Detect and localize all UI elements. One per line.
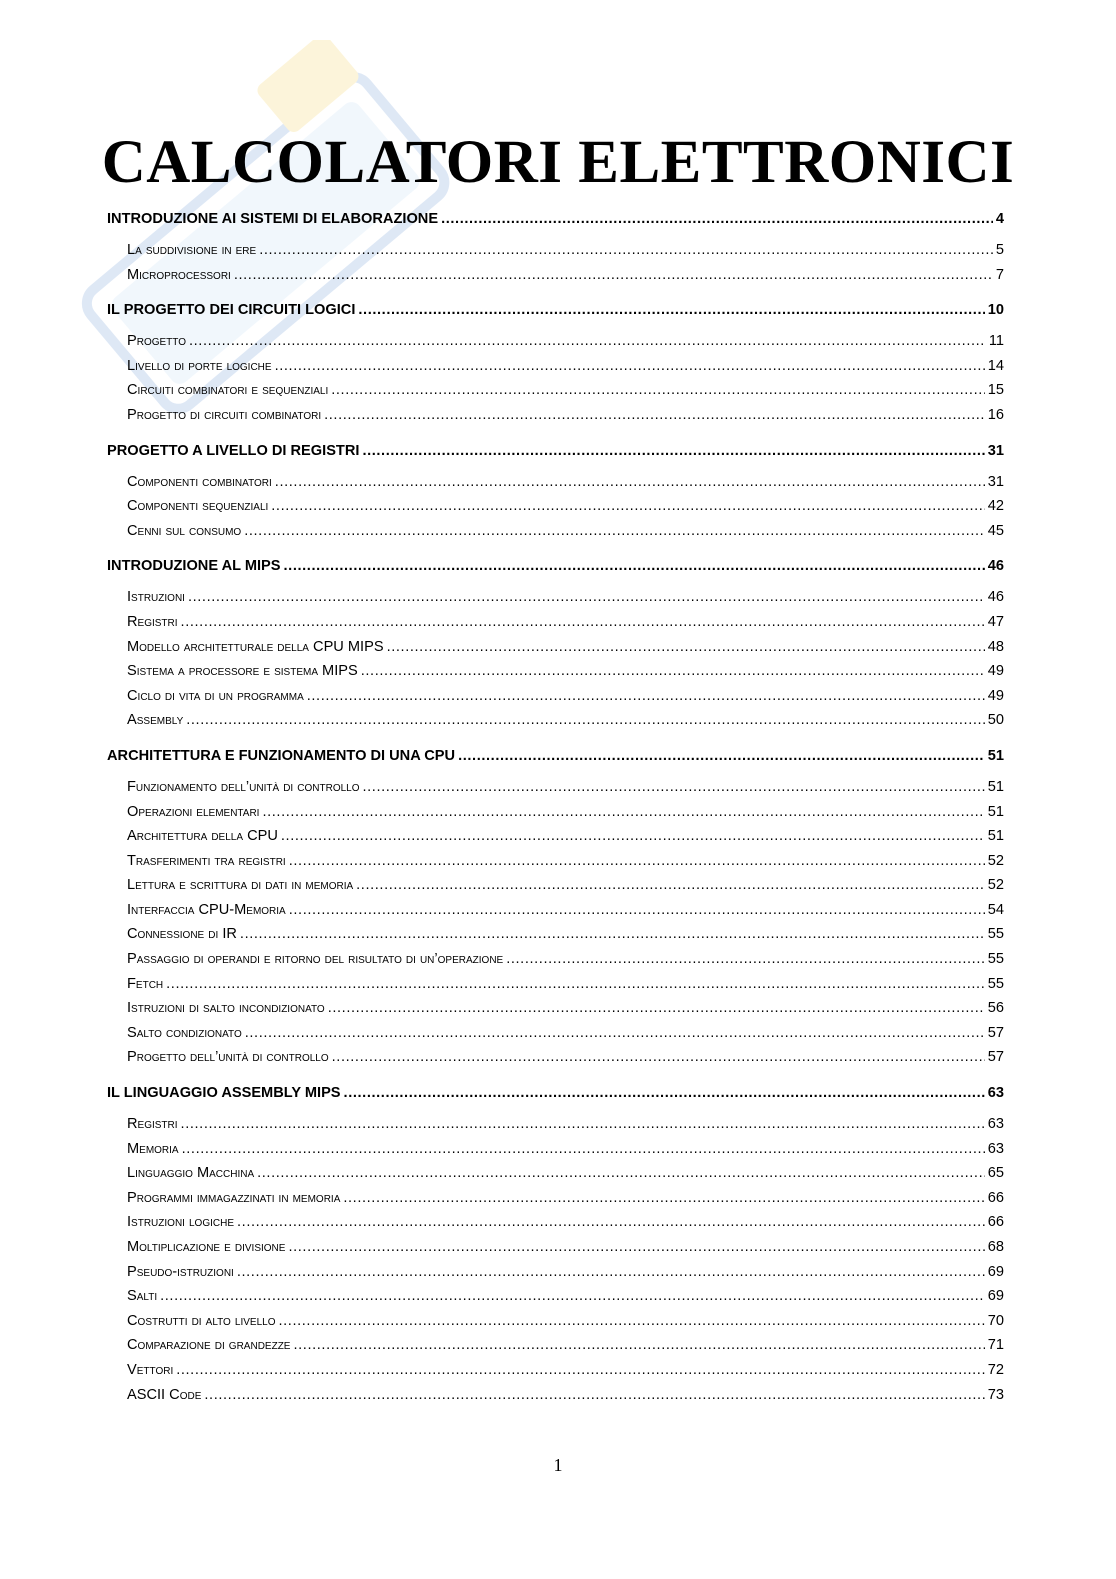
toc-entry-title: Comparazione di grandezze	[127, 1337, 291, 1354]
toc-entry[interactable]	[107, 1210, 1004, 1235]
toc-leader-dots	[234, 263, 993, 288]
toc-section[interactable]	[107, 1081, 1004, 1106]
toc-leader-dots	[257, 1161, 985, 1186]
page-number: 1	[553, 1455, 563, 1475]
toc-entry-title: Salto condizionato	[127, 1024, 242, 1041]
toc-leader-dots	[281, 824, 985, 849]
toc-entry[interactable]	[107, 263, 1004, 288]
toc-entry-title: Salti	[127, 1288, 158, 1305]
toc-entry-title: Fetch	[127, 975, 164, 992]
toc-section-page: 10	[987, 302, 1004, 319]
toc-entry[interactable]	[107, 1260, 1004, 1285]
toc-leader-dots	[307, 684, 985, 709]
toc-entry[interactable]	[107, 1333, 1004, 1358]
toc-entry[interactable]	[107, 922, 1004, 947]
toc-entry-page: 42	[987, 498, 1004, 515]
toc-section-page: 63	[987, 1085, 1004, 1102]
toc-leader-dots	[343, 1186, 984, 1211]
toc-leader-dots	[332, 1045, 985, 1070]
toc-entry-page: 66	[987, 1214, 1004, 1231]
toc-leader-dots	[240, 922, 985, 947]
toc-entry-title: Progetto di circuiti combinatori	[127, 406, 322, 423]
toc-entry-title: Progetto	[127, 333, 186, 350]
toc-entry[interactable]	[107, 519, 1004, 544]
toc-entry-title: Trasferimenti tra registri	[127, 852, 286, 869]
toc-entry-title: Cenni sul consumo	[127, 522, 242, 539]
toc-entry-title: Ciclo di vita di un programma	[127, 687, 304, 704]
toc-entry-page: 68	[987, 1239, 1004, 1255]
toc-entry-title: Livello di porte logiche	[127, 357, 272, 374]
toc-entry-title: Connessione di IR	[127, 926, 237, 943]
toc-section-title: IL LINGUAGGIO ASSEMBLY MIPS	[107, 1085, 341, 1102]
toc-entry[interactable]	[107, 800, 1004, 825]
toc-entry-page: 69	[987, 1263, 1004, 1280]
toc-entry-title: Moltiplicazione e divisione	[127, 1239, 286, 1255]
toc-leader-dots	[289, 898, 985, 923]
toc-entry[interactable]	[107, 329, 1004, 354]
toc-leader-dots	[289, 849, 985, 874]
toc-entry-title: Componenti sequenziali	[127, 498, 269, 515]
toc-entry[interactable]	[107, 1309, 1004, 1334]
toc-entry-page: 5	[995, 242, 1004, 258]
toc-leader-dots	[181, 1112, 985, 1137]
toc-section-page: 4	[995, 211, 1004, 227]
toc-entry[interactable]	[107, 849, 1004, 874]
toc-entry-title: Registri	[127, 1116, 178, 1133]
toc-section-title: IL PROGETTO DEI CIRCUITI LOGICI	[107, 302, 356, 319]
toc-entry-page: 55	[987, 926, 1004, 943]
toc-entry[interactable]	[107, 585, 1004, 610]
toc-entry[interactable]	[107, 1112, 1004, 1137]
toc-leader-dots	[275, 470, 985, 495]
toc-entry-page: 57	[987, 1024, 1004, 1041]
toc-entry-title: Microprocessori	[127, 266, 231, 283]
table-of-contents	[107, 207, 1004, 1407]
toc-entry-page: 57	[987, 1049, 1004, 1066]
toc-entry-page: 47	[987, 613, 1004, 630]
toc-entry-page: 55	[987, 951, 1004, 968]
toc-leader-dots	[331, 378, 985, 403]
toc-entry-page: 50	[987, 712, 1004, 729]
toc-entry-page: 69	[987, 1288, 1004, 1305]
toc-leader-dots	[344, 1081, 985, 1106]
toc-entry[interactable]	[107, 708, 1004, 733]
toc-leader-dots	[293, 1333, 984, 1358]
toc-entry-page: 71	[987, 1337, 1004, 1354]
toc-entry-page: 55	[987, 975, 1004, 992]
toc-entry-title: Istruzioni	[127, 589, 185, 606]
toc-section-page: 31	[987, 442, 1004, 459]
toc-entry-title: Memoria	[127, 1140, 179, 1157]
toc-leader-dots	[237, 1210, 985, 1235]
toc-entry-page: 49	[987, 687, 1004, 704]
toc-entry[interactable]	[107, 972, 1004, 997]
toc-entry-page: 14	[987, 357, 1004, 374]
toc-leader-dots	[244, 519, 985, 544]
toc-entry-title: Interfaccia CPU-Memoria	[127, 901, 286, 918]
toc-entry[interactable]	[107, 824, 1004, 849]
toc-entry[interactable]	[107, 775, 1004, 800]
toc-entry-page: 70	[987, 1312, 1004, 1329]
toc-leader-dots	[361, 659, 985, 684]
toc-leader-dots	[245, 1021, 985, 1046]
toc-entry-title: Costrutti di alto livello	[127, 1312, 276, 1329]
toc-entry[interactable]	[107, 1186, 1004, 1211]
toc-entry-title: Progetto dell’unità di controllo	[127, 1049, 329, 1066]
toc-entry[interactable]	[107, 873, 1004, 898]
toc-leader-dots	[358, 298, 984, 323]
toc-entry[interactable]	[107, 403, 1004, 428]
toc-entry[interactable]	[107, 494, 1004, 519]
toc-entry-page: 73	[987, 1386, 1004, 1403]
toc-entry-title: Linguaggio Macchina	[127, 1165, 255, 1182]
toc-entry-title: Registri	[127, 613, 178, 630]
toc-leader-dots	[189, 329, 986, 354]
toc-entry-page: 66	[987, 1189, 1004, 1206]
toc-entry[interactable]	[107, 470, 1004, 495]
toc-leader-dots	[204, 1383, 984, 1408]
toc-entry-title: La suddivisione in ere	[127, 242, 257, 258]
toc-leader-dots	[288, 1235, 984, 1260]
toc-section[interactable]	[107, 207, 1004, 232]
toc-section[interactable]	[107, 298, 1004, 323]
toc-leader-dots	[324, 403, 985, 428]
toc-entry-title: Istruzioni di salto incondizionato	[127, 1000, 325, 1017]
toc-entry-title: Istruzioni logiche	[127, 1214, 235, 1231]
toc-entry[interactable]	[107, 1358, 1004, 1383]
toc-leader-dots	[328, 996, 985, 1021]
toc-entry-page: 16	[987, 406, 1004, 423]
toc-entry-page: 51	[987, 778, 1004, 795]
toc-entry-title: Passaggio di operandi e ritorno del risultato di un’operazione	[127, 951, 504, 968]
toc-entry[interactable]	[107, 1161, 1004, 1186]
toc-section[interactable]	[107, 744, 1004, 769]
toc-leader-dots	[188, 585, 985, 610]
toc-leader-dots	[259, 238, 993, 263]
toc-leader-dots	[284, 554, 985, 579]
toc-leader-dots	[387, 635, 985, 660]
toc-entry[interactable]	[107, 610, 1004, 635]
document-title: CALCOLATORI ELETTRONICI	[101, 129, 1015, 196]
toc-section-title: ARCHITETTURA E FUNZIONAMENTO DI UNA CPU	[107, 747, 456, 764]
toc-section[interactable]	[107, 554, 1004, 579]
toc-entry-page: 31	[987, 473, 1004, 490]
toc-entry[interactable]	[107, 1045, 1004, 1070]
toc-entry-title: Assembly	[127, 712, 184, 729]
toc-leader-dots	[166, 972, 985, 997]
toc-entry[interactable]	[107, 1235, 1004, 1260]
toc-entry-title: Funzionamento dell’unità di controllo	[127, 778, 360, 795]
toc-leader-dots	[262, 800, 984, 825]
toc-entry-page: 65	[987, 1165, 1004, 1182]
toc-leader-dots	[237, 1260, 985, 1285]
toc-entry-page: 63	[987, 1116, 1004, 1133]
toc-entry-page: 56	[987, 1000, 1004, 1017]
toc-leader-dots	[275, 354, 985, 379]
toc-entry-page: 72	[987, 1361, 1004, 1378]
toc-section[interactable]	[107, 439, 1004, 464]
toc-entry[interactable]	[107, 1021, 1004, 1046]
toc-entry-title: ASCII Code	[127, 1386, 202, 1403]
toc-entry-title: Vettori	[127, 1361, 174, 1378]
toc-entry-title: Architettura della CPU	[127, 828, 278, 845]
toc-leader-dots	[271, 494, 984, 519]
toc-leader-dots	[441, 207, 993, 232]
toc-entry-page: 52	[987, 877, 1004, 894]
toc-entry-page: 51	[987, 828, 1004, 845]
toc-entry[interactable]	[107, 898, 1004, 923]
toc-entry-title: Operazioni elementari	[127, 803, 260, 820]
toc-entry[interactable]	[107, 1284, 1004, 1309]
toc-leader-dots	[176, 1358, 985, 1383]
toc-entry[interactable]	[107, 238, 1004, 263]
toc-entry[interactable]	[107, 947, 1004, 972]
toc-entry-title: Pseudo-istruzioni	[127, 1263, 234, 1280]
toc-section-page: 46	[987, 558, 1004, 575]
toc-entry[interactable]	[107, 1137, 1004, 1162]
toc-entry[interactable]	[107, 996, 1004, 1021]
toc-entry-page: 52	[987, 852, 1004, 869]
toc-entry-title: Modello architetturale della CPU MIPS	[127, 638, 384, 655]
toc-entry-page: 46	[987, 589, 1004, 606]
toc-leader-dots	[181, 610, 985, 635]
toc-entry-title: Circuiti combinatori e sequenziali	[127, 382, 329, 399]
toc-leader-dots	[458, 744, 985, 769]
toc-entry[interactable]	[107, 659, 1004, 684]
toc-entry-title: Componenti combinatori	[127, 473, 272, 490]
toc-section-page: 51	[987, 747, 1004, 764]
toc-section-title: PROGETTO A LIVELLO DI REGISTRI	[107, 442, 360, 459]
toc-leader-dots	[506, 947, 985, 972]
toc-section-title: INTRODUZIONE AL MIPS	[107, 558, 281, 575]
toc-leader-dots	[182, 1137, 985, 1162]
toc-entry-page: 49	[987, 663, 1004, 680]
toc-entry-title: Lettura e scrittura di dati in memoria	[127, 877, 354, 894]
toc-section-title: INTRODUZIONE AI SISTEMI DI ELABORAZIONE	[107, 211, 439, 227]
toc-leader-dots	[186, 708, 985, 733]
toc-entry-page: 11	[988, 333, 1004, 350]
toc-entry-page: 7	[995, 266, 1004, 283]
toc-entry-page: 51	[987, 803, 1004, 820]
toc-leader-dots	[362, 439, 984, 464]
toc-leader-dots	[363, 775, 985, 800]
toc-entry-page: 45	[987, 522, 1004, 539]
toc-entry[interactable]	[107, 1383, 1004, 1408]
toc-leader-dots	[160, 1284, 985, 1309]
toc-entry[interactable]	[107, 354, 1004, 379]
toc-leader-dots	[356, 873, 985, 898]
toc-entry-page: 54	[987, 901, 1004, 918]
toc-entry-page: 63	[987, 1140, 1004, 1157]
toc-entry-page: 15	[987, 382, 1004, 399]
toc-entry-title: Programmi immagazzinati in memoria	[127, 1189, 341, 1206]
toc-leader-dots	[278, 1309, 984, 1334]
toc-entry[interactable]	[107, 378, 1004, 403]
toc-entry-page: 48	[987, 638, 1004, 655]
toc-entry[interactable]	[107, 684, 1004, 709]
toc-entry[interactable]	[107, 635, 1004, 660]
toc-entry-title: Sistema a processore e sistema MIPS	[127, 663, 358, 680]
